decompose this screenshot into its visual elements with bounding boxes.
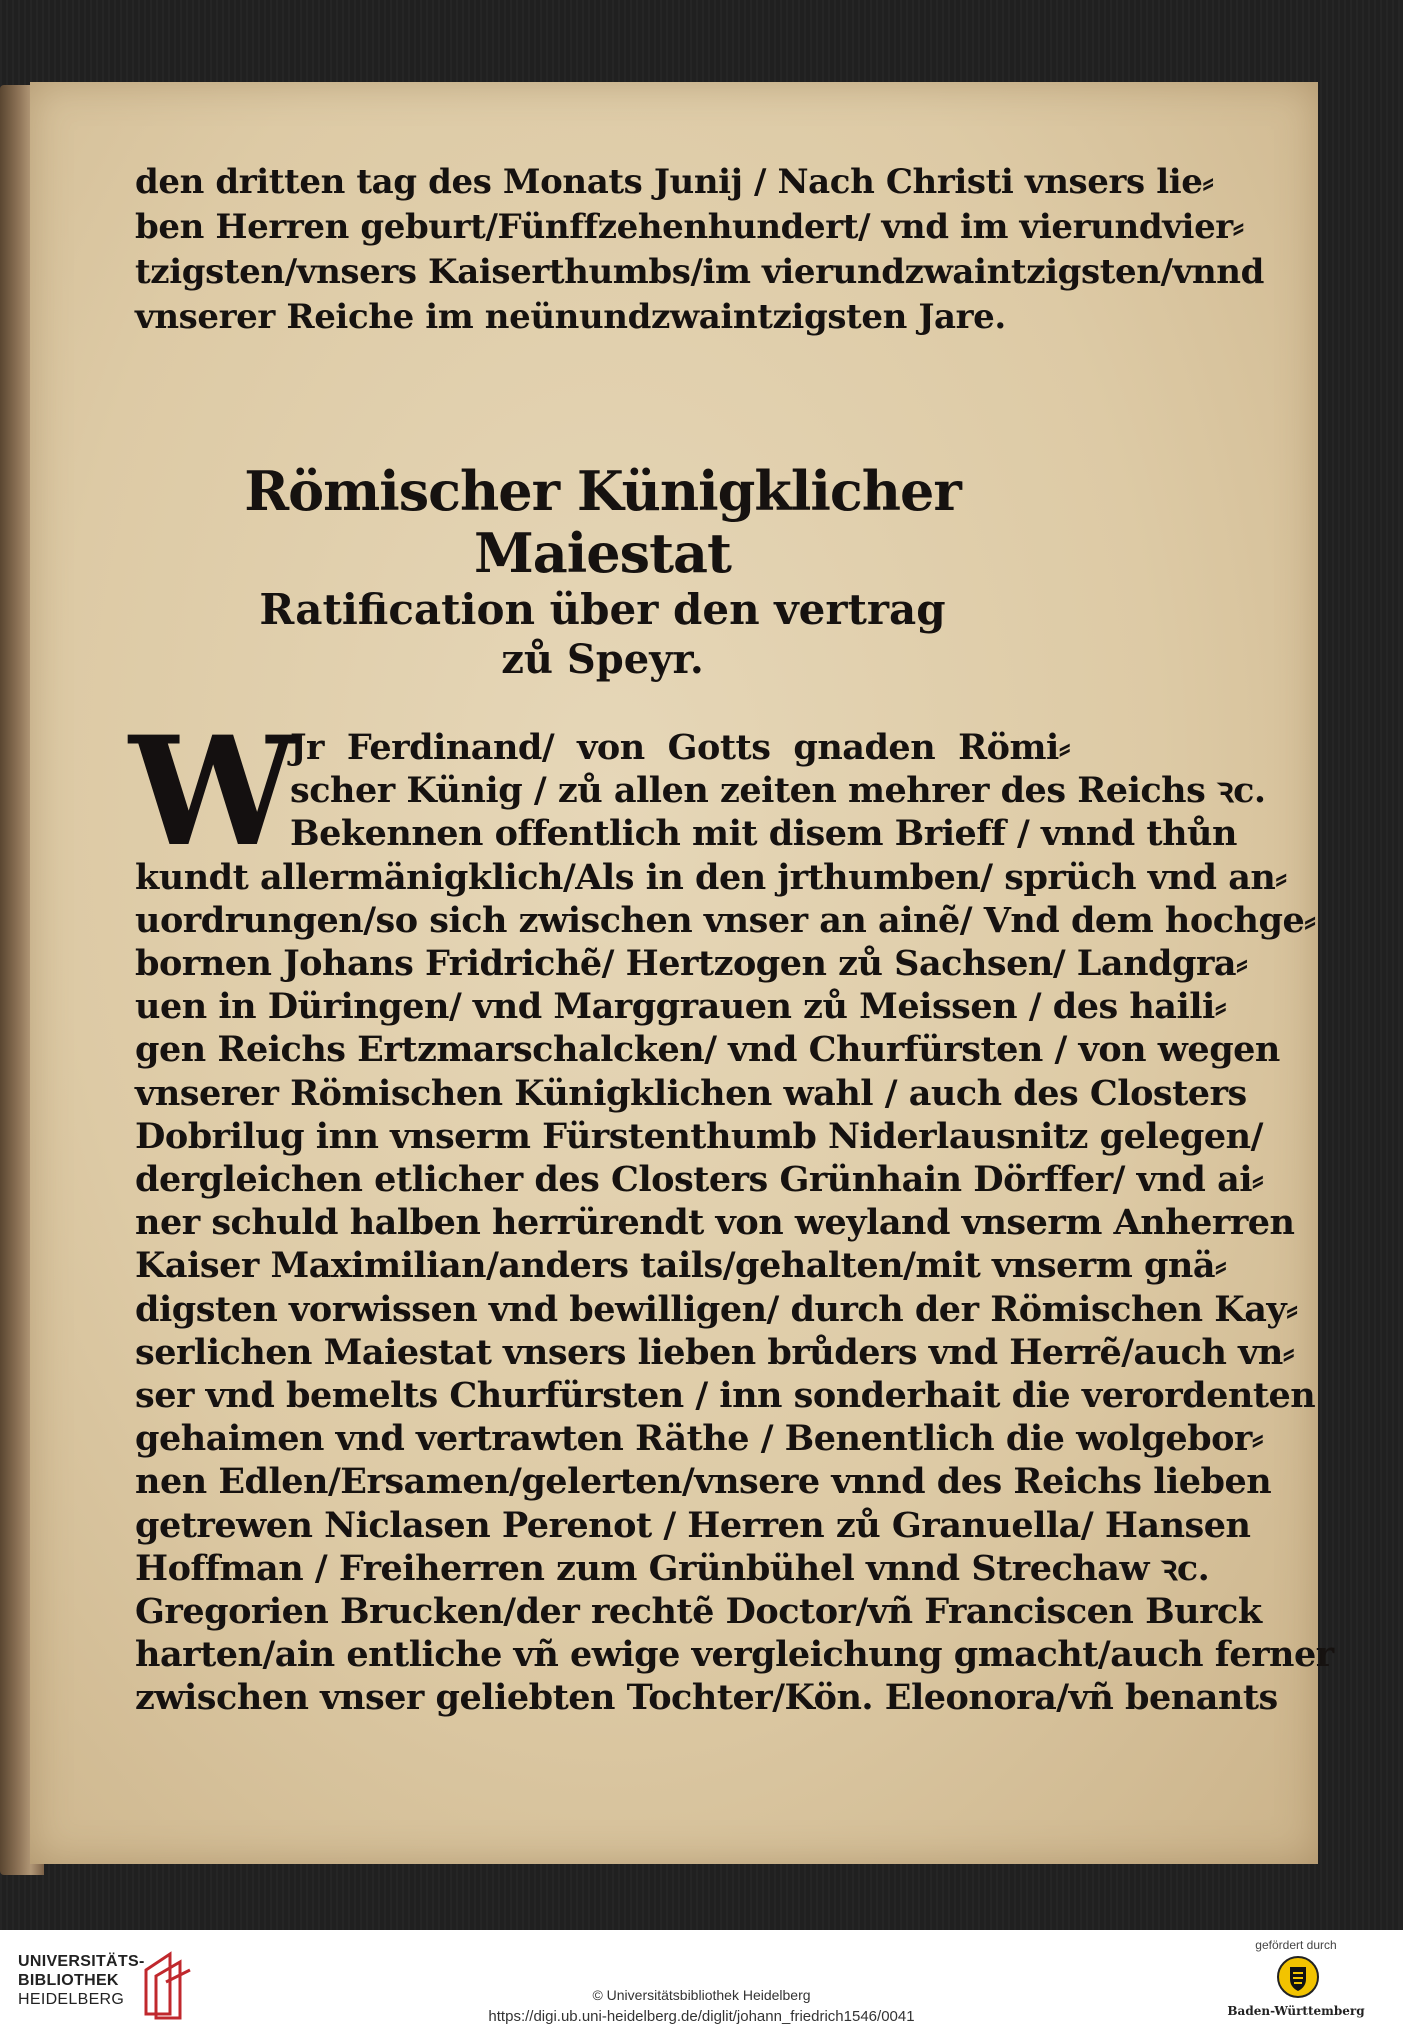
text-line: tzigsten/vnsers Kaiserthumbs/im vierundzwaintzigsten/vnnd <box>135 252 1264 292</box>
library-name-line-3: HEIDELBERG <box>18 1991 125 2008</box>
paragraph-top <box>135 160 1264 340</box>
text-line: ner schuld halben herrürendt von weyland vnserm Anherren <box>135 1202 1295 1244</box>
copyright-notice: © Universitätsbibliothek Heidelberg <box>592 1987 811 2003</box>
text-line: dergleichen etlicher des Closters Grünhain Dörffer/ vnd ai⸗ <box>135 1159 1264 1201</box>
text-line: zwischen vnser geliebten Tochter/Kön. Eleonora/vñ benants <box>135 1677 1278 1719</box>
decorated-initial: W <box>129 704 298 880</box>
text-line: den dritten tag des Monats Junij / Nach Christi vnsers lie⸗ <box>135 162 1214 202</box>
footer-bar <box>0 1930 1403 2031</box>
text-line: nen Edlen/Ersamen/gelerten/vnsere vnnd des Reichs lieben <box>135 1461 1272 1503</box>
text-line: scher Künig / zů allen zeiten mehrer des Reichs ꝛc. <box>290 770 1266 812</box>
text-line: gehaimen vnd vertrawten Räthe / Benentlich die wolgebor⸗ <box>135 1418 1264 1460</box>
text-line: vnserer Reiche im neünundzwaintzigsten Jare. <box>135 297 1006 337</box>
text-line: getrewen Niclasen Perenot / Herren zů Granuella/ Hansen <box>135 1504 1251 1546</box>
permalink-url[interactable]: https://digi.ub.uni-heidelberg.de/diglit/johann_friedrich1546/0041 <box>488 2008 915 2025</box>
text-line: bornen Johans Fridrichẽ/ Hertzogen zů Sachsen/ Landgra⸗ <box>135 943 1248 985</box>
text-line: Hoffman / Freiherren zum Grünbühel vnnd Strechaw ꝛc. <box>135 1547 1210 1589</box>
sponsor-label: gefördert durch <box>1255 1938 1337 1952</box>
coat-of-arms-icon <box>1276 1955 1320 1999</box>
heading-line-2: Ratification über den vertrag <box>259 585 946 634</box>
text-line: Gregorien Brucken/der rechtẽ Doctor/vñ Franciscen Burck <box>135 1591 1262 1633</box>
text-line: digsten vorwissen vnd bewilligen/ durch der Römischen Kay⸗ <box>135 1288 1298 1330</box>
text-line: Jr Ferdinand/ von Gotts gnaden Römi⸗ <box>290 727 1070 768</box>
library-name-line-1: UNIVERSITÄTS- <box>18 1953 145 1970</box>
text-line: uen in Düringen/ vnd Marggrauen zů Meissen / des haili⸗ <box>135 986 1227 1028</box>
text-line: uordrungen/so sich zwischen vnser an ainẽ/ Vnd dem hochge⸗ <box>135 899 1316 941</box>
text-line: harten/ain entliche vñ ewige vergleichung gmacht/auch ferner <box>135 1634 1334 1676</box>
section-heading <box>135 460 1070 684</box>
library-logo-icon <box>140 1948 196 2020</box>
body-paragraph <box>129 704 1334 1720</box>
library-name-line-2: BIBLIOTHEK <box>18 1972 119 1989</box>
text-line: kundt allermänigklich/Als in den jrthumben/ sprüch vnd an⸗ <box>135 856 1287 898</box>
text-line: Dobrilug inn vnserm Fürstenthumb Niderlausnitz gelegen/ <box>135 1115 1263 1157</box>
text-line: vnserer Römischen Künigklichen wahl / auch des Closters <box>135 1072 1247 1114</box>
text-line: ben Herren geburt/Fünffzehenhundert/ vnd im vierundvier⸗ <box>135 207 1244 247</box>
text-line: Bekennen offentlich mit disem Brieff / vnnd thůn <box>290 813 1237 855</box>
heading-line-1: Römischer Künigklicher Maiestat <box>244 459 961 585</box>
text-line: serlichen Maiestat vnsers lieben brůders vnd Herrẽ/auch vn⸗ <box>135 1331 1295 1373</box>
library-logo-text <box>18 1952 148 2009</box>
text-line: gen Reichs Ertzmarschalcken/ vnd Churfürsten / von wegen <box>135 1029 1280 1071</box>
heading-line-3: zů Speyr. <box>501 636 704 683</box>
text-line: ser vnd bemelts Churfürsten / inn sonderhait die verordenten <box>135 1375 1316 1417</box>
sponsor-name: Baden-Württemberg <box>1227 2004 1365 2018</box>
page-text <box>129 160 1334 1720</box>
text-line: Kaiser Maximilian/anders tails/gehalten/mit vnserm gnä⸗ <box>135 1245 1227 1287</box>
